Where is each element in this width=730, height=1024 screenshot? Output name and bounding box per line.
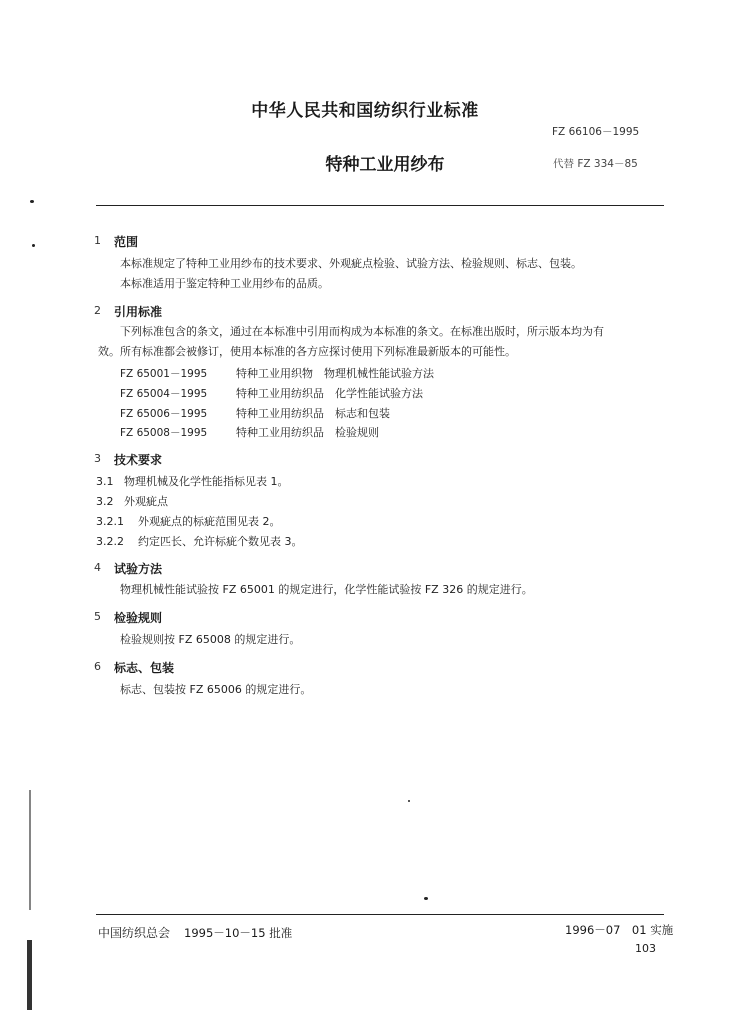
section-number: 4 (94, 561, 101, 574)
section-number: 1 (94, 234, 101, 247)
page-number: 103 (635, 942, 656, 955)
section-title: 检验规则 (114, 611, 163, 625)
reference-name: 特种工业用纺织品 检验规则 (236, 426, 379, 439)
paragraph: 下列标准包含的条文，通过在本标准中引用而构成为本标准的条文。在标准出版时，所示版本均为有 (120, 325, 604, 338)
section-number: 6 (94, 660, 101, 673)
clause-text: 外观疵点 (124, 495, 168, 508)
implementation-date: 1996－07 01 实施 (565, 923, 674, 937)
clause-number: 3.1 (96, 475, 114, 488)
paragraph: 本标准规定了特种工业用纱布的技术要求、外观疵点检验、试验方法、检验规则、标志、包装。 (120, 257, 582, 270)
section-number: 3 (94, 452, 101, 465)
binder-edge (27, 940, 32, 1010)
doc-title: 特种工业用纱布 (325, 155, 445, 175)
replaces-code: 代替 FZ 334－85 (553, 158, 638, 170)
clause-text: 约定匹长、允许标疵个数见表 3。 (138, 535, 303, 548)
paragraph: 标志、包装按 FZ 65006 的规定进行。 (120, 683, 312, 696)
reference-name: 特种工业用纺织品 化学性能试验方法 (236, 387, 423, 400)
paragraph: 检验规则按 FZ 65008 的规定进行。 (120, 633, 301, 646)
footer-organization: 中国纺织总会 (98, 926, 171, 940)
scan-speck (30, 200, 34, 203)
paragraph: 本标准适用于鉴定特种工业用纱布的品质。 (120, 277, 329, 290)
clause-text: 外观疵点的标疵范围见表 2。 (138, 515, 281, 528)
section-title: 试验方法 (114, 562, 163, 576)
approval-date: 1995－10－15 批准 (184, 926, 293, 940)
reference-name: 特种工业用纺织品 标志和包装 (236, 407, 390, 420)
standard-code: FZ 66106－1995 (552, 126, 640, 138)
scan-speck (32, 244, 35, 247)
scan-speck (408, 800, 410, 802)
section-title: 标志、包装 (114, 661, 175, 675)
reference-code: FZ 65004－1995 (120, 388, 208, 400)
footer-rule (96, 914, 664, 915)
clause-number: 3.2.2 (96, 535, 124, 548)
paragraph: 物理机械性能试验按 FZ 65001 的规定进行，化学性能试验按 FZ 326 的规定进行。 (120, 583, 533, 596)
reference-name: 特种工业用织物 物理机械性能试验方法 (236, 367, 434, 380)
clause-number: 3.2 (96, 495, 114, 508)
section-title: 引用标准 (114, 305, 163, 319)
scan-speck (424, 897, 428, 900)
reference-code: FZ 65008－1995 (120, 427, 208, 439)
reference-code: FZ 65006－1995 (120, 408, 208, 420)
clause-text: 物理机械及化学性能指标见表 1。 (124, 475, 289, 488)
section-title: 范围 (114, 235, 139, 249)
clause-number: 3.2.1 (96, 515, 124, 528)
binder-edge (29, 790, 31, 910)
header-rule (96, 205, 664, 206)
section-number: 5 (94, 610, 101, 623)
org-title: 中华人民共和国纺织行业标准 (251, 101, 479, 121)
paragraph: 效。所有标准都会被修订，使用本标准的各方应探讨使用下列标准最新版本的可能性。 (98, 345, 516, 358)
section-number: 2 (94, 304, 101, 317)
section-title: 技术要求 (114, 453, 163, 467)
reference-code: FZ 65001－1995 (120, 368, 208, 380)
